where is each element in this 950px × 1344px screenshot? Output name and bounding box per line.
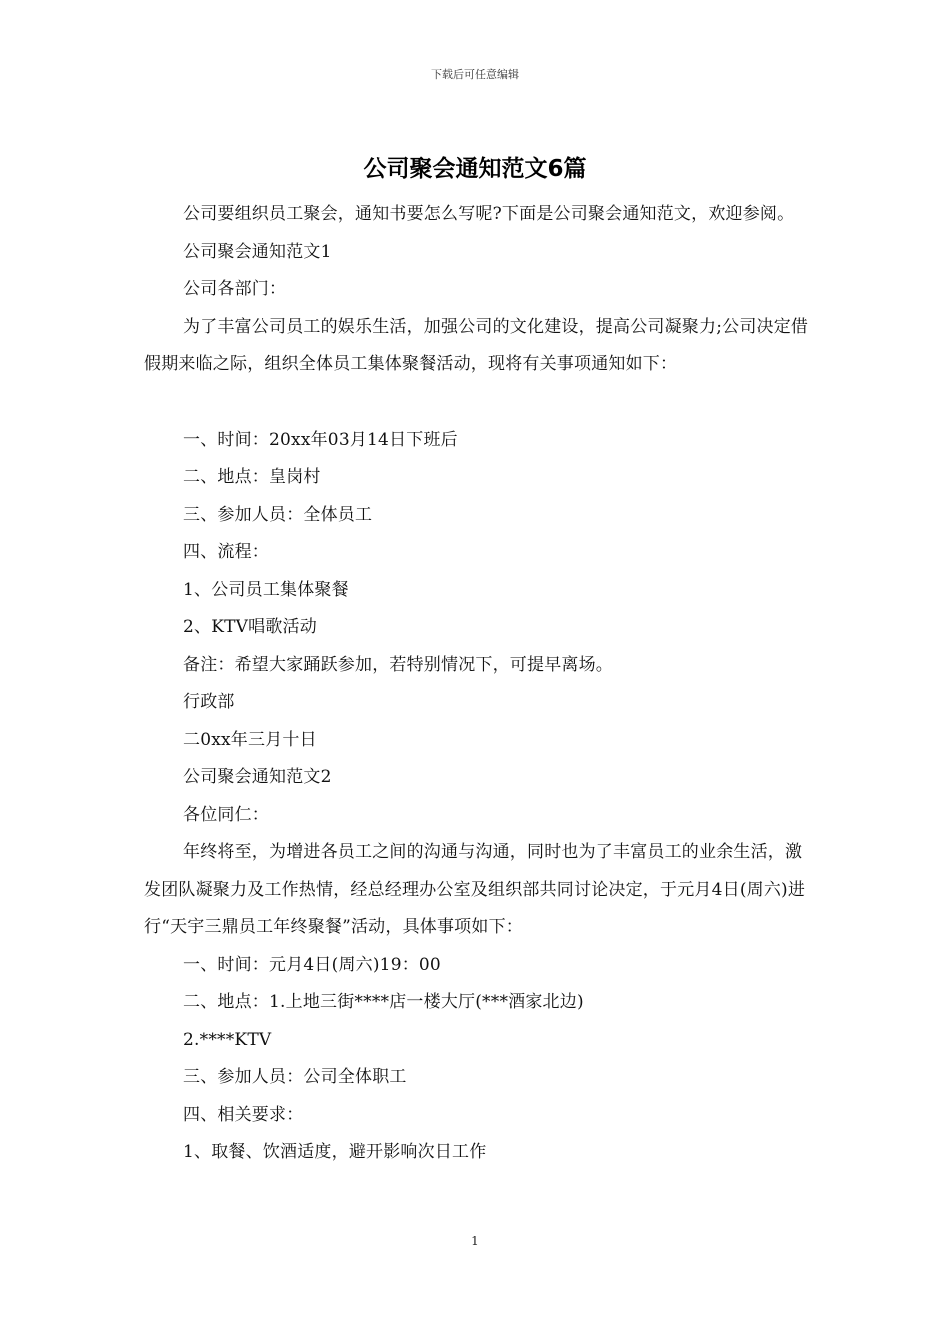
notice-1-remark: 备注：希望大家踊跃参加，若特别情况下，可提早离场。 xyxy=(183,654,613,675)
notice-1-date: 二0xx年三月十日 xyxy=(183,729,317,750)
salutation-1: 公司各部门： xyxy=(183,279,287,299)
intro-paragraph: 公司要组织员工聚会，通知书要怎么写呢?下面是公司聚会通知范文，欢迎参阅。 xyxy=(183,204,795,224)
section-heading-1: 公司聚会通知范文1 xyxy=(183,241,332,262)
salutation-2: 各位同仁： xyxy=(183,804,269,825)
notice-1-location: 二、地点：皇岗村 xyxy=(183,467,321,487)
notice-2-body: 年终将至，为增进各员工之间的沟通与沟通，同时也为了丰富员工的业余生活，激发团队凝聚力及工作热情，经总经理办公室及组织部共同讨论决定，于元月4日(周六)进行“天宇三鼎员工年终聚餐”活动，具体事项如下： xyxy=(144,842,806,937)
notice-2-location-2: 2.****KTV xyxy=(183,1029,272,1050)
page-number: 1 xyxy=(471,1234,479,1248)
notice-1-signature: 行政部 xyxy=(183,692,235,712)
notice-1-participants: 三、参加人员：全体员工 xyxy=(183,504,373,525)
notice-2-participants: 三、参加人员：公司全体职工 xyxy=(183,1067,407,1087)
notice-1-body: 为了丰富公司员工的娱乐生活，加强公司的文化建设，提高公司凝聚力;公司决定借假期来临之际，组织全体员工集体聚餐活动，现将有关事项通知如下： xyxy=(144,316,809,374)
document-body xyxy=(144,196,812,1172)
document-title: 公司聚会通知范文6篇 xyxy=(363,156,587,182)
notice-1-process: 四、流程： xyxy=(183,542,269,562)
notice-2-requirements: 四、相关要求： xyxy=(183,1104,304,1125)
notice-1-time: 一、时间：20xx年03月14日下班后 xyxy=(183,429,458,450)
notice-2-location: 二、地点：1.上地三街****店一楼大厅(***酒家北边) xyxy=(183,992,584,1012)
section-heading-2: 公司聚会通知范文2 xyxy=(183,767,332,787)
notice-2-time: 一、时间：元月4日(周六)19：00 xyxy=(183,954,441,975)
notice-1-step-1: 1、公司员工集体聚餐 xyxy=(183,579,349,600)
page-header-note: 下载后可任意编辑 xyxy=(431,68,519,81)
notice-1-step-2: 2、KTV唱歌活动 xyxy=(183,617,317,637)
notice-2-requirement-1: 1、取餐、饮酒适度，避开影响次日工作 xyxy=(183,1142,487,1162)
